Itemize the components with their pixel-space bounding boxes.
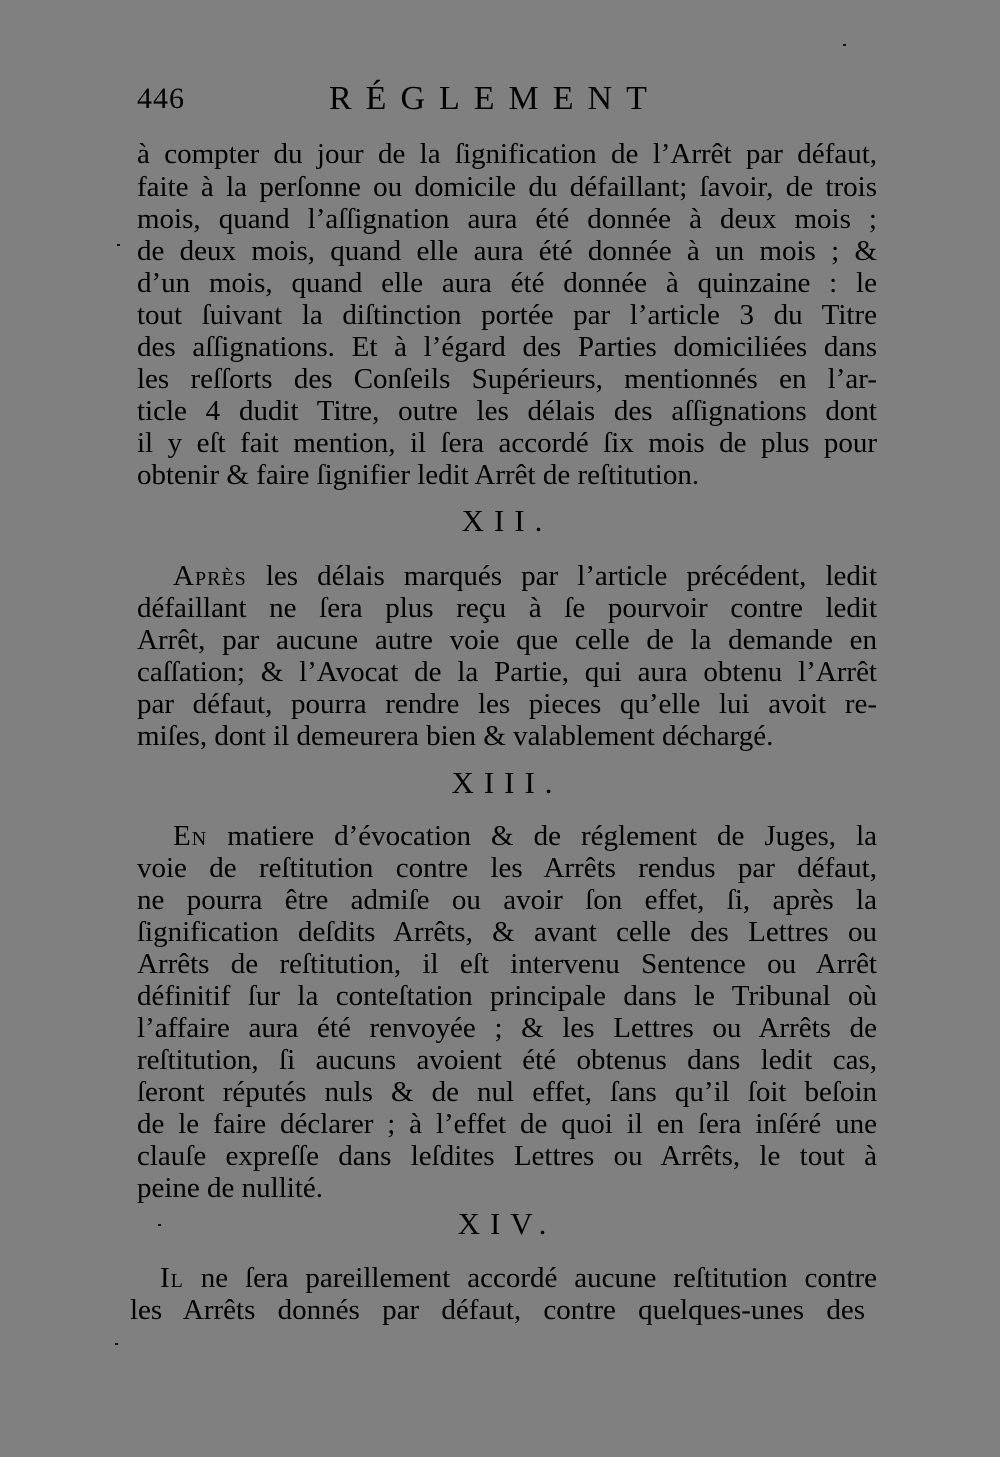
article-heading-xiii: XIII. [451, 765, 563, 800]
text-line: tout ſuivant la diſtinction portée par l’article 3 du Titre [137, 299, 877, 331]
text-line: les Arrêts donnés par défaut, contre quelques-unes des [130, 1294, 865, 1326]
text-line: définitif ſur la conteſtation principale dans le Tribunal où [137, 980, 877, 1012]
text-line: ne pourra être admiſe ou avoir ſon effet, ſi, après la [137, 884, 877, 916]
text-line: ſignification deſdits Arrêts, & avant celle des Lettres ou [137, 916, 877, 948]
text-line: peine de nullité. [137, 1172, 324, 1204]
text-line: Arrêts de reſtitution, il eſt intervenu Sentence ou Arrêt [137, 948, 877, 980]
scan-speck [843, 44, 846, 46]
text-line: voie de reſtitution contre les Arrêts rendus par défaut, [137, 852, 877, 884]
text-line-first [160, 1261, 877, 1295]
text-line: obtenir & faire ſignifier ledit Arrêt de reſtitution. [137, 459, 700, 491]
page-header [137, 82, 877, 126]
text-line-first [173, 819, 877, 853]
scan-speck [115, 1343, 118, 1345]
text-fragment: ne ſera pareillement accordé aucune reſtitution contre [183, 1262, 877, 1294]
scan-speck [117, 244, 120, 246]
text-line: ticle 4 dudit Titre, outre les délais des aſſignations dont [137, 395, 877, 427]
running-head: RÉGLEMENT [329, 80, 661, 117]
text-line: à compter du jour de la ſignification de l’Arrêt par défaut, [137, 138, 877, 170]
text-fragment: les délais marqués par l’article précédent, ledit [246, 560, 877, 592]
text-line: d’un mois, quand elle aura été donnée à quinzaine : le [137, 267, 877, 299]
lead-word: En [173, 820, 208, 852]
text-line: des aſſignations. Et à l’égard des Parties domiciliées dans [137, 331, 877, 363]
text-line: les reſſorts des Conſeils Supérieurs, mentionnés en l’ar- [137, 363, 877, 395]
text-line: Arrêt, par aucune autre voie que celle de la demande en [137, 624, 877, 656]
text-line: ſeront réputés nuls & de nul effet, ſans qu’il ſoit beſoin [137, 1076, 877, 1108]
lead-word: Il [160, 1262, 184, 1294]
page-number: 446 [137, 82, 185, 115]
article-heading-xiv: XIV. [457, 1206, 557, 1241]
text-fragment: matiere d’évocation & de réglement de Juges, la [207, 820, 877, 852]
text-line: de deux mois, quand elle aura été donnée à un mois ; & [137, 235, 877, 267]
text-line: clauſe expreſſe dans leſdites Lettres ou Arrêts, le tout à [137, 1140, 877, 1172]
text-line: de le faire déclarer ; à l’effet de quoi il en ſera inſéré une [137, 1108, 877, 1140]
article-heading-xii: XII. [461, 503, 553, 538]
text-line-first [173, 559, 877, 593]
text-line: par défaut, pourra rendre les pieces qu’elle lui avoit re- [137, 688, 877, 720]
text-line: il y eſt fait mention, il ſera accordé ſix mois de plus pour [137, 427, 877, 459]
text-line: l’affaire aura été renvoyée ; & les Lettres ou Arrêts de [137, 1012, 877, 1044]
text-line: miſes, dont il demeurera bien & valablement déchargé. [137, 720, 774, 752]
text-line: caſſation; & l’Avocat de la Partie, qui aura obtenu l’Arrêt [137, 656, 877, 688]
text-line: mois, quand l’aſſignation aura été donnée à deux mois ; [137, 203, 877, 235]
text-line: faite à la perſonne ou domicile du défaillant; ſavoir, de trois [137, 171, 877, 203]
text-line: reſtitution, ſi aucuns avoient été obtenus dans ledit cas, [137, 1044, 877, 1076]
lead-word: Après [173, 560, 247, 592]
scan-speck [158, 1224, 161, 1226]
text-line: défaillant ne ſera plus reçu à ſe pourvoir contre ledit [137, 592, 877, 624]
